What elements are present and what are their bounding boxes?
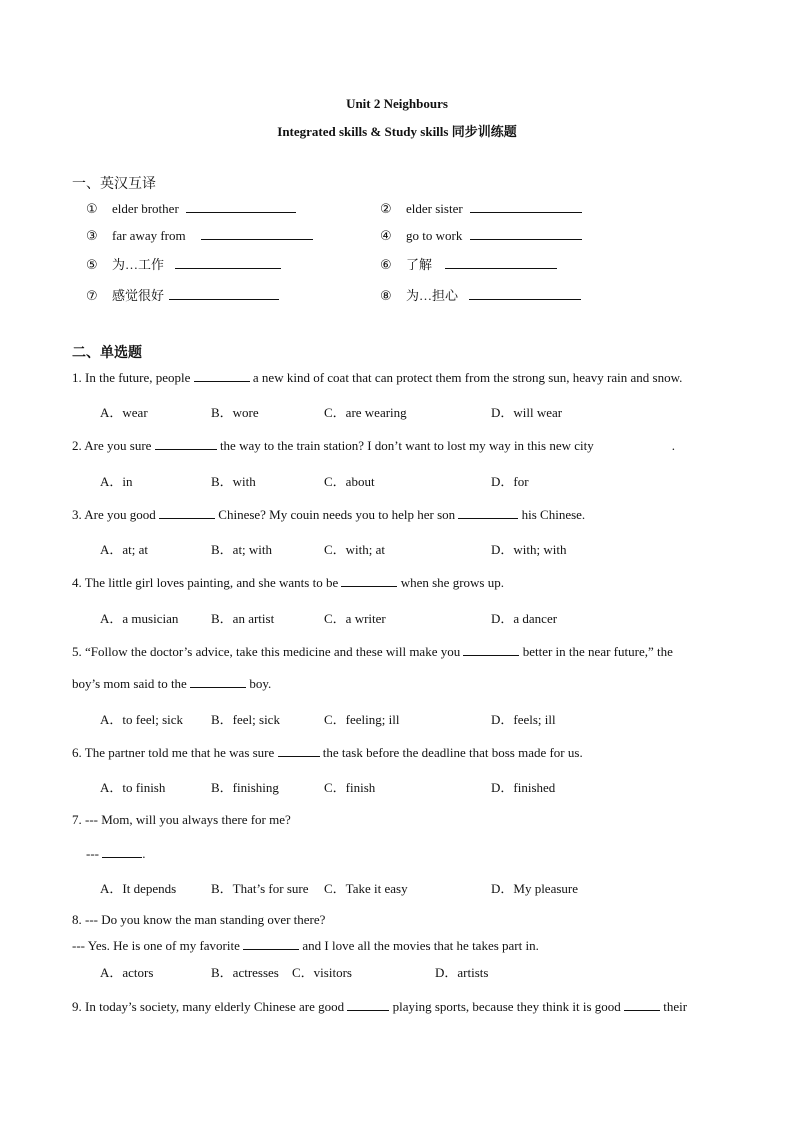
answer-blank[interactable] — [155, 437, 217, 450]
item-text: elder brother — [112, 201, 179, 216]
item-number: ④ — [380, 229, 392, 244]
question-2 — [72, 437, 675, 454]
question-8-line-2 — [72, 937, 539, 954]
answer-blank[interactable] — [347, 998, 389, 1011]
question-5 — [72, 643, 673, 660]
option-c[interactable]: C．Take it easy — [324, 881, 408, 896]
question-text: 8. --- Do you know the man standing over there? — [72, 912, 326, 927]
option-d[interactable]: D．My pleasure — [491, 881, 579, 896]
answer-blank[interactable] — [470, 227, 582, 240]
question-text: 7. --- Mom, will you always there for me? — [72, 812, 291, 827]
item-number: ⑤ — [86, 258, 98, 273]
option-a[interactable]: A．It depends — [100, 881, 177, 896]
translation-item-2 — [380, 200, 582, 217]
answer-blank[interactable] — [445, 256, 557, 269]
option-c[interactable]: C．about — [324, 474, 375, 489]
answer-blank[interactable] — [175, 256, 281, 269]
question-text: 1. In the future, people — [72, 370, 194, 385]
answer-blank[interactable] — [624, 998, 660, 1011]
question-text: boy. — [246, 676, 272, 691]
answer-blank[interactable] — [186, 200, 296, 213]
item-text: 感觉很好 — [112, 288, 165, 303]
option-c[interactable]: C．are wearing — [324, 405, 407, 420]
option-b[interactable]: B．feel; sick — [211, 712, 280, 727]
answer-blank[interactable] — [470, 200, 582, 213]
item-text: 为…工作 — [112, 257, 165, 272]
translation-item-7 — [86, 285, 279, 304]
item-text: go to work — [406, 228, 463, 243]
item-text: elder sister — [406, 201, 463, 216]
item-number: ② — [380, 202, 392, 217]
question-7-line-2 — [86, 845, 146, 862]
item-number: ① — [86, 202, 98, 217]
item-number: ⑦ — [86, 289, 98, 304]
answer-blank[interactable] — [194, 369, 250, 382]
option-b[interactable]: B．at; with — [211, 542, 273, 557]
question-text: . — [142, 846, 146, 861]
section1-heading: 一、英汉互译 — [72, 177, 156, 192]
question-text: the way to the train station? I don’t want to lost my way in this new city — [216, 438, 594, 453]
answer-blank[interactable] — [159, 506, 215, 519]
question-text: 4. The little girl loves painting, and she wants to be — [72, 575, 342, 590]
answer-blank[interactable] — [190, 675, 246, 688]
question-text: his Chinese. — [518, 507, 586, 522]
question-text: their — [660, 999, 688, 1014]
page-title: Unit 2 Neighbours — [346, 96, 448, 111]
question-1 — [72, 369, 682, 386]
option-b[interactable]: B．That’s for sure — [211, 881, 309, 896]
question-text: Chinese? My couin needs you to help her son — [215, 507, 459, 522]
option-c[interactable]: C．with; at — [324, 542, 386, 557]
answer-blank[interactable] — [463, 643, 519, 656]
option-b[interactable]: B．an artist — [211, 611, 275, 626]
answer-blank[interactable] — [102, 845, 142, 858]
option-d[interactable]: D．finished — [491, 780, 556, 795]
option-c[interactable]: C．visitors — [292, 965, 352, 980]
option-a[interactable]: A．a musician — [100, 611, 179, 626]
question-9 — [72, 998, 687, 1015]
question-text: a new kind of coat that can protect them from the strong sun, heavy rain and snow. — [249, 370, 683, 385]
translation-item-8 — [380, 285, 581, 304]
option-a[interactable]: A．actors — [100, 965, 154, 980]
item-number: ⑥ — [380, 258, 392, 273]
option-d[interactable]: D．will wear — [491, 405, 563, 420]
option-b[interactable]: B．finishing — [211, 780, 279, 795]
question-5-line-2 — [72, 675, 271, 692]
question-text: 9. In today’s society, many elderly Chinese are good — [72, 999, 348, 1014]
item-number: ③ — [86, 229, 98, 244]
option-d[interactable]: D．a dancer — [491, 611, 558, 626]
question-text: --- Yes. He is one of my favorite — [72, 938, 244, 953]
question-3 — [72, 506, 585, 523]
option-b[interactable]: B．actresses — [211, 965, 279, 980]
question-text: when she grows up. — [397, 575, 504, 590]
option-c[interactable]: C．feeling; ill — [324, 712, 400, 727]
option-b[interactable]: B．wore — [211, 405, 259, 420]
question-text: 3. Are you good — [72, 507, 160, 522]
question-text: boy’s mom said to the — [72, 676, 191, 691]
translation-item-6 — [380, 254, 557, 273]
question-text: the task before the deadline that boss made for us. — [319, 745, 583, 760]
option-d[interactable]: D．feels; ill — [491, 712, 556, 727]
option-d[interactable]: D．artists — [435, 965, 489, 980]
item-text: 了解 — [406, 257, 433, 272]
option-d[interactable]: D．with; with — [491, 542, 567, 557]
question-text: playing sports, because they think it is good — [389, 999, 625, 1014]
question-4 — [72, 574, 504, 591]
answer-blank[interactable] — [278, 744, 320, 757]
answer-blank[interactable] — [201, 227, 313, 240]
item-text: 为…担心 — [406, 288, 459, 303]
item-number: ⑧ — [380, 289, 392, 304]
answer-blank[interactable] — [458, 506, 518, 519]
option-a[interactable]: A．to feel; sick — [100, 712, 184, 727]
question-8 — [72, 912, 325, 928]
option-b[interactable]: B．with — [211, 474, 256, 489]
translation-item-1 — [86, 200, 296, 217]
question-text: 6. The partner told me that he was sure — [72, 745, 278, 760]
question-end: . — [671, 438, 675, 453]
question-text: 2. Are you sure — [72, 438, 155, 453]
option-d[interactable]: D．for — [491, 474, 529, 489]
question-6 — [72, 744, 583, 761]
section2-heading: 二、单选题 — [72, 346, 142, 361]
option-a[interactable]: A．in — [100, 474, 133, 489]
answer-blank[interactable] — [341, 574, 397, 587]
answer-blank[interactable] — [169, 287, 279, 300]
question-text: --- — [86, 846, 103, 861]
question-text: better in the near future,” the — [519, 644, 673, 659]
option-a[interactable]: A．to finish — [100, 780, 166, 795]
item-text: far away from — [112, 228, 186, 243]
option-a[interactable]: A．at; at — [100, 542, 149, 557]
option-c[interactable]: C．a writer — [324, 611, 386, 626]
option-c[interactable]: C．finish — [324, 780, 376, 795]
page-subtitle: Integrated skills & Study skills 同步训练题 — [277, 124, 517, 139]
option-a[interactable]: A．wear — [100, 405, 148, 420]
question-text: and I love all the movies that he takes part in. — [299, 938, 539, 953]
answer-blank[interactable] — [243, 937, 299, 950]
question-7 — [72, 812, 291, 828]
translation-item-3 — [86, 227, 313, 244]
answer-blank[interactable] — [469, 287, 581, 300]
translation-item-4 — [380, 227, 582, 244]
translation-item-5 — [86, 254, 281, 273]
question-text: 5. “Follow the doctor’s advice, take this medicine and these will make you — [72, 644, 464, 659]
